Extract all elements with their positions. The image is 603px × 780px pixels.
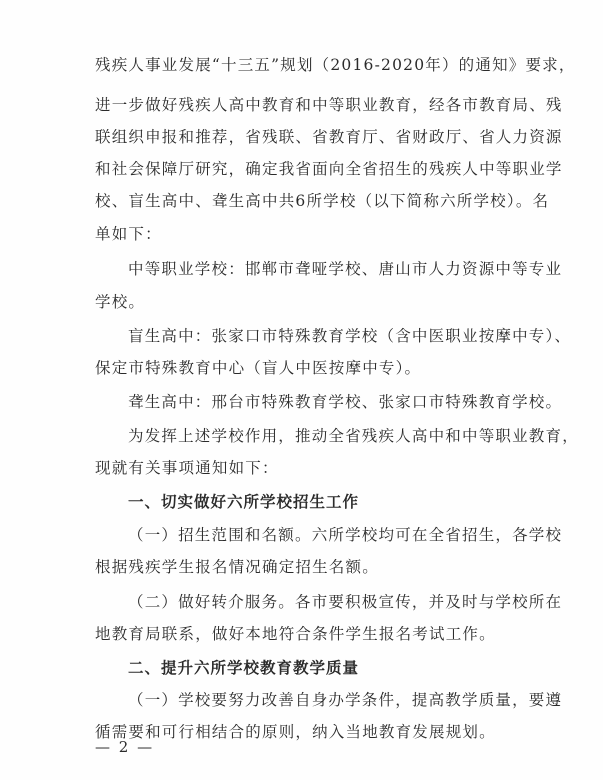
- paragraph-line: 残疾人事业发展“十三五”规划（2016-2020年）的通知》要求，: [95, 56, 576, 74]
- paragraph-line: 现就有关事项通知如下：: [95, 459, 279, 477]
- paragraph-line: 联组织申报和推荐，省残联、省教育厅、省财政厅、省人力资源: [95, 128, 563, 146]
- paragraph-line: 盲生高中：张家口市特殊教育学校（含中医职业按摩中专）、: [128, 327, 572, 345]
- paragraph-line: 中等职业学校：邯郸市聋哑学校、唐山市人力资源中等专业: [128, 260, 563, 278]
- paragraph-line: 聋生高中：邢台市特殊教育学校、张家口市特殊教育学校。: [128, 393, 563, 411]
- paragraph-line: 单如下：: [95, 225, 162, 243]
- paragraph-line: （二）做好转介服务。各市要积极宣传，并及时与学校所在: [128, 593, 563, 611]
- paragraph-line: 学校。: [95, 293, 146, 311]
- paragraph-line: 地教育局联系，做好本地符合条件学生报名考试工作。: [95, 625, 496, 643]
- paragraph-line: 为发挥上述学校作用，推动全省残疾人高中和中等职业教育，: [128, 427, 579, 445]
- section-heading: 一、切实做好六所学校招生工作: [128, 493, 360, 511]
- paragraph-line: 和社会保障厅研究，确定我省面向全省招生的残疾人中等职业学: [95, 160, 563, 178]
- paragraph-line: 根据残疾学生报名情况确定招生名额。: [95, 558, 379, 576]
- section-heading: 二、提升六所学校教育教学质量: [128, 659, 360, 677]
- paragraph-line: 循需要和可行相结合的原则，纳入当地教育发展规划。: [95, 723, 496, 741]
- paragraph-line: （一）招生范围和名额。六所学校均可在全省招生，各学校: [128, 526, 563, 544]
- paragraph-line: 保定市特殊教育中心（盲人中医按摩中专）。: [95, 359, 422, 377]
- paragraph-line: （一）学校要努力改善自身办学条件，提高教学质量，要遵: [128, 691, 563, 709]
- paragraph-line: 校、盲生高中、聋生高中共6所学校（以下简称六所学校）。名: [95, 192, 550, 210]
- page-number: — 2 —: [95, 738, 155, 756]
- paragraph-line: 进一步做好残疾人高中教育和中等职业教育，经各市教育局、残: [95, 96, 563, 114]
